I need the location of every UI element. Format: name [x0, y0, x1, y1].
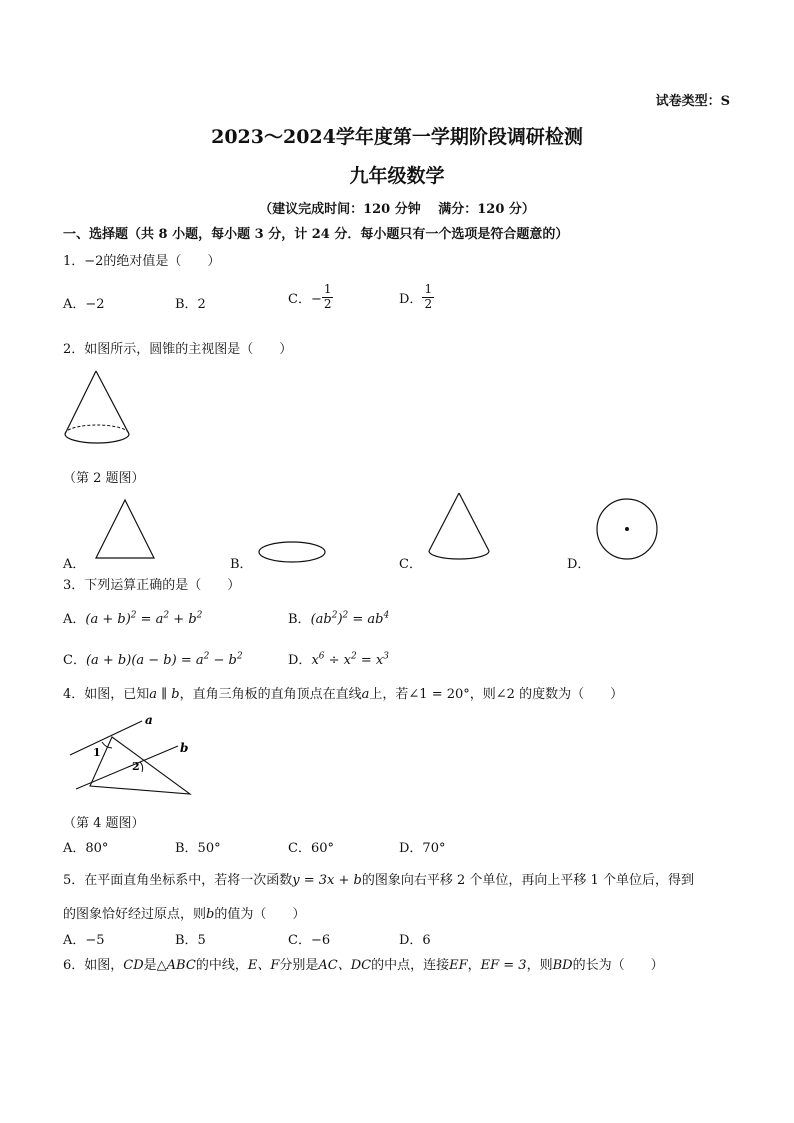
q1-option-d-prefix: D． [399, 291, 423, 307]
q4-option-c: C．60° [288, 841, 334, 856]
q6-segment-bd: BD [552, 958, 573, 973]
q6-stem-part: 分别是 [279, 958, 319, 973]
q3-expression-b: $(ab^2)^2 = ab^4$ [310, 610, 390, 627]
q4-stem-part: 上，若∠1 = 20°，则∠2 的度数为（ ） [369, 687, 624, 702]
q6-stem-part: 6．如图， [63, 958, 124, 973]
section-heading: 一、选择题（共 8 小题，每小题 3 分，计 24 分．每小题只有一个选项是符合题意的） [63, 227, 569, 242]
q5-option-c: C．−6 [288, 933, 331, 948]
triangle-option-figure [94, 498, 156, 560]
q1-option-a: A．−2 [63, 297, 105, 312]
q4-figure-caption: （第 4 题图） [63, 816, 145, 831]
q2-figure-caption: （第 2 题图） [63, 471, 145, 486]
q6-stem-part: 的中点，连接 [371, 958, 450, 973]
question-1-stem: 1．−2的绝对值是（ ） [63, 254, 221, 269]
parallel-lines-triangle-figure [64, 712, 199, 800]
paper-type-label: 试卷类型：S [655, 94, 730, 109]
question-5-stem-line1 [63, 869, 694, 888]
angle-1-label: 1 [93, 746, 101, 759]
option-letter: A． [63, 612, 86, 627]
question-4-stem [63, 683, 623, 702]
q6-points-ef: E、F [247, 958, 280, 973]
q3-expression-c: $(a + b)(a - b) = a^2 - b^2$ [85, 651, 243, 668]
q3-expression-a: $(a + b)^2 = a^2 + b^2$ [85, 610, 203, 627]
q5-option-a: A．−5 [63, 933, 105, 948]
circle-with-center-figure [595, 497, 659, 561]
q5-linear-function: y = 3x + b [292, 873, 362, 888]
ellipse-option-figure [258, 540, 326, 564]
q4-option-a: A．80° [63, 841, 109, 856]
cone-option-figure [426, 491, 492, 561]
q2-option-a: A． [63, 557, 86, 572]
q5-option-d: D．6 [399, 933, 431, 948]
option-letter: D． [288, 653, 312, 668]
q5-variable-b: b [206, 907, 215, 922]
fraction-denominator: 2 [424, 296, 433, 311]
q2-option-d: D． [567, 557, 591, 572]
q1-option-d-fraction [422, 283, 434, 312]
q6-ef-equation: EF = 3 [480, 958, 527, 973]
q5-option-b: B．5 [175, 933, 206, 948]
q6-stem-part: ， [467, 958, 481, 973]
q6-segments-ac-dc: AC、DC [318, 958, 372, 973]
q5-stem-part: 的值为（ ） [214, 907, 306, 922]
option-letter: C． [63, 653, 86, 668]
question-3-stem: 3．下列运算正确的是（ ） [63, 578, 241, 593]
q6-segment-cd: CD [123, 958, 144, 973]
q4-stem-part: ，直角三角板的直角顶点在直线 [179, 687, 362, 702]
q4-stem-part: 4．如图，已知 [63, 687, 150, 702]
q1-option-c-prefix: C．− [288, 291, 322, 307]
q6-stem-part: 的中线， [195, 958, 248, 973]
exam-note: （建议完成时间：120 分钟 满分：120 分） [259, 202, 535, 217]
q5-stem-part: 的图象向右平移 2 个单位，再向上平移 1 个单位后，得到 [361, 873, 694, 888]
fraction-denominator: 2 [323, 296, 332, 311]
q6-triangle-abc: △ABC [156, 958, 196, 973]
subject-title: 九年级数学 [349, 165, 445, 187]
q4-parallel-expression: a ∥ b [149, 687, 180, 702]
line-b-label: b [180, 741, 189, 755]
q4-option-b: B．50° [175, 841, 221, 856]
q3-option-d [288, 649, 389, 668]
q6-segment-ef: EF [449, 958, 468, 973]
q2-option-c: C． [399, 557, 422, 572]
q1-option-d [399, 283, 434, 312]
question-2-stem: 2．如图所示，圆锥的主视图是（ ） [63, 342, 293, 357]
q5-stem-part: 5．在平面直角坐标系中，若将一次函数 [63, 873, 293, 888]
angle-2-label: 2 [132, 760, 140, 773]
q3-option-c [63, 649, 243, 668]
q3-option-b [288, 608, 389, 627]
q1-option-b: B．2 [175, 297, 206, 312]
line-a-label: a [145, 713, 153, 727]
fraction-numerator: 1 [323, 282, 332, 296]
q1-option-c-fraction [322, 283, 334, 312]
exam-title: 2023～2024学年度第一学期阶段调研检测 [211, 126, 583, 148]
q4-option-d: D．70° [399, 841, 446, 856]
q5-stem-part: 的图象恰好经过原点，则 [63, 907, 207, 922]
fraction-numerator: 1 [424, 282, 433, 296]
question-6-stem [63, 954, 664, 973]
q3-option-a [63, 608, 202, 627]
q6-stem-part: ，则 [526, 958, 553, 973]
question-5-stem-line2 [63, 903, 305, 922]
q6-stem-part: 是 [143, 958, 157, 973]
option-letter: B． [288, 612, 311, 627]
q2-option-b: B． [230, 557, 253, 572]
q1-option-c [288, 283, 333, 312]
q4-line-a-ref: a [361, 687, 370, 702]
cone-figure [60, 368, 135, 448]
q3-expression-d: $x^6 \div x^2 = x^3$ [311, 651, 389, 668]
q6-stem-part: 的长为（ ） [572, 958, 664, 973]
